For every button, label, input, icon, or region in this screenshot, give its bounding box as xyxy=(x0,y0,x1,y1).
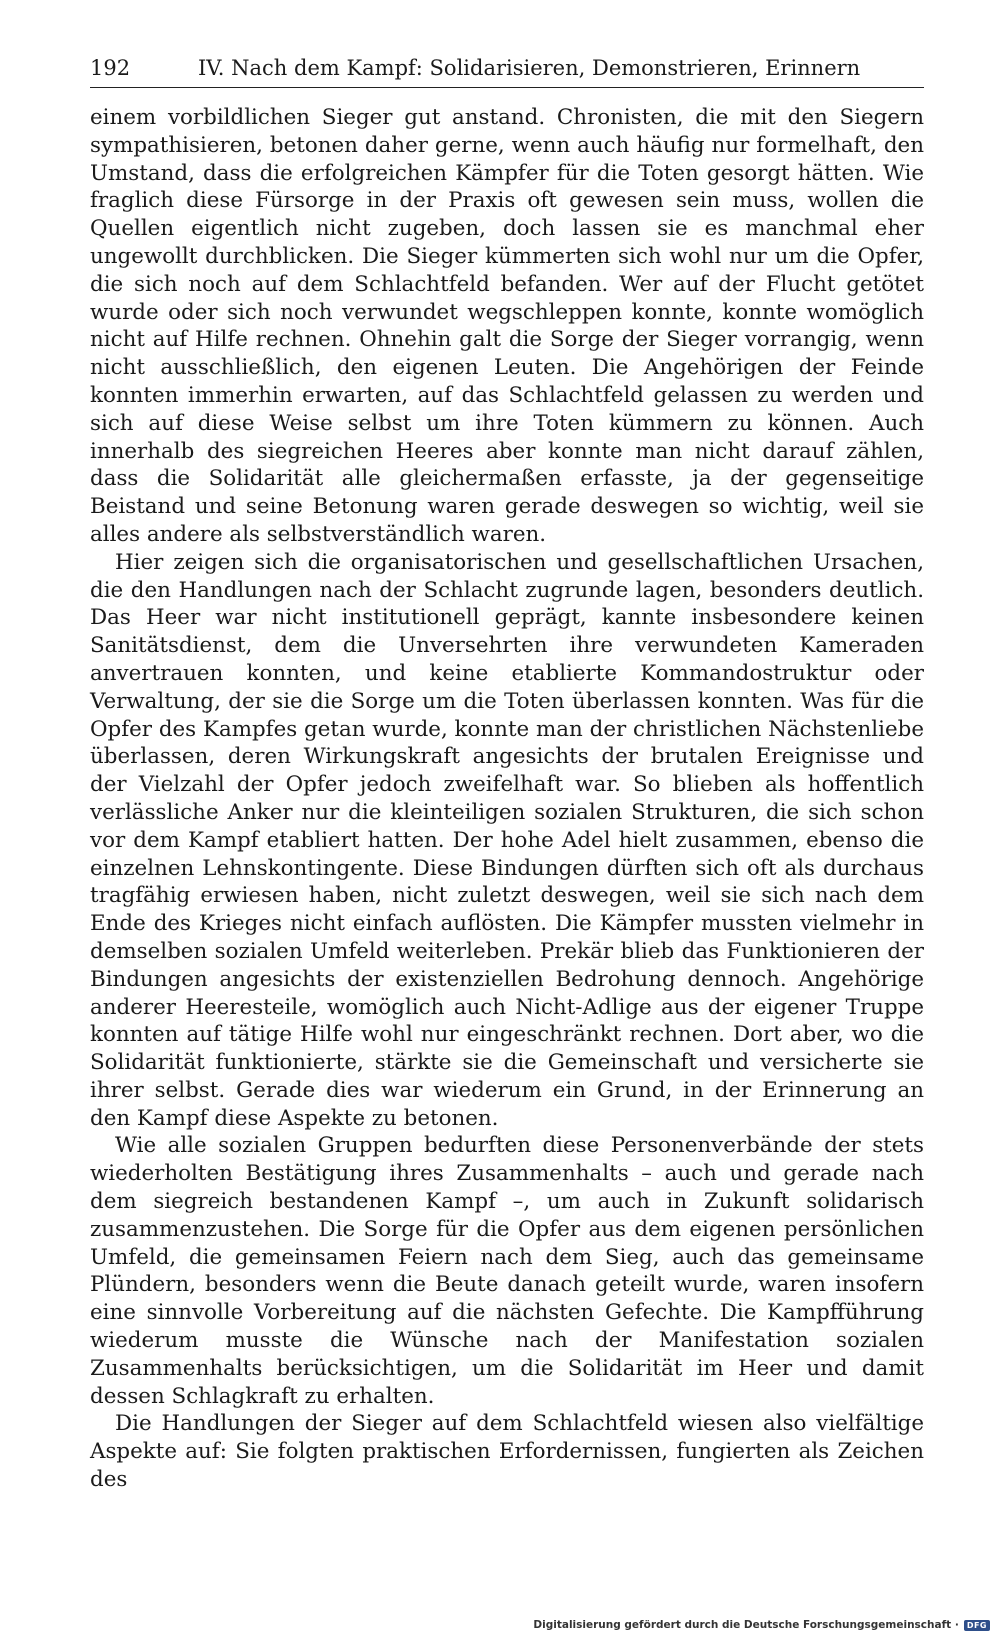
chapter-title: IV. Nach dem Kampf: Solidarisieren, Demonstrieren, Erinnern xyxy=(198,56,861,80)
book-page xyxy=(90,56,924,1494)
dfg-logo-icon: DFG xyxy=(964,1620,990,1631)
paragraph-continued: einem vorbildlichen Sieger gut anstand. Chronisten, die mit den Siegern sympathisieren, betonen daher gerne, wenn auch häufig nur formelhaft, den Umstand, dass die erfolgreichen Kämpfer für die Toten gesorgt hätten. Wie fraglich diese Fürsorge in der Praxis oft gewesen sein muss, wollen die Quellen eigentlich nicht zugeben, doch lassen sie es manchmal eher ungewollt durchblicken. Die Sieger kümmerten sich wohl nur um die Opfer, die sich noch auf dem Schlachtfeld befanden. Wer auf der Flucht getötet wurde oder sich noch verwundet wegschleppen konnte, konnte womöglich nicht auf Hilfe rechnen. Ohnehin galt die Sorge der Sieger vorrangig, wenn nicht ausschließlich, den eigenen Leuten. Die Angehörigen der Feinde konnten immerhin erwarten, auf das Schlachtfeld gelassen zu werden und sich auf diese Weise selbst um ihre Toten kümmern zu können. Auch innerhalb des siegreichen Heeres aber konnte man nicht darauf zählen, dass die Solidarität alle gleichermaßen erfasste, ja der gegenseitige Beistand und seine Betonung waren gerade deswegen so wichtig, weil sie alles andere als selbstverständlich waren. xyxy=(90,105,924,547)
body-text xyxy=(90,104,924,1494)
paragraph: Wie alle sozialen Gruppen bedurften diese Personenverbände der stets wiederholten Bestätigung ihres Zusammenhalts – auch und gerade nach dem siegreich bestandenen Kampf –, um auch in Zukunft solidarisch zusammenzustehen. Die Sorge für die Opfer aus dem eigenen persönlichen Umfeld, die gemeinsamen Feiern nach dem Sieg, auch das gemeinsame Plündern, besonders wenn die Beute danach geteilt wurde, waren insofern eine sinnvolle Vorbereitung auf die nächsten Gefechte. Die Kampfführung wiederum musste die Wünsche nach der Manifestation sozialen Zusammenhalts berücksichtigen, um die Solidarität im Heer und damit dessen Schlagkraft zu erhalten. xyxy=(90,1133,924,1409)
digitization-note: Digitalisierung gefördert durch die Deutsche Forschungsgemeinschaft · xyxy=(533,1619,959,1631)
page-number: 192 xyxy=(90,56,131,80)
running-head xyxy=(90,56,924,88)
paragraph: Hier zeigen sich die organisatorischen und gesellschaftlichen Ursachen, die den Handlungen nach der Schlacht zugrunde lagen, besonders deutlich. Das Heer war nicht institutionell geprägt, kannte insbesondere keinen Sanitätsdienst, dem die Unversehrten ihre verwundeten Kameraden anvertrauen konnten, und keine etablierte Kommandostruktur oder Verwaltung, der sie die Sorge um die Toten überlassen konnten. Was für die Opfer des Kampfes getan wurde, konnte man der christlichen Nächstenliebe überlassen, deren Wirkungskraft angesichts der brutalen Ereignisse und der Vielzahl der Opfer jedoch zweifelhaft war. So blieben als hoffentlich verlässliche Anker nur die kleinteiligen sozialen Strukturen, die sich schon vor dem Kampf etabliert hatten. Der hohe Adel hielt zusammen, ebenso die einzelnen Lehnskontingente. Diese Bindungen dürften sich oft als durchaus tragfähig erwiesen haben, nicht zuletzt deswegen, weil sie sich nach dem Ende des Krieges nicht einfach auflösten. Die Kämpfer mussten vielmehr in demselben sozialen Umfeld weiterleben. Prekär blieb das Funktionieren der Bindungen angesichts der existenziellen Bedrohung dennoch. Angehörige anderer Heeresteile, womöglich auch Nicht-Adlige aus der eigener Truppe konnten auf tätige Hilfe wohl nur eingeschränkt rechnen. Dort aber, wo die Solidarität funktionierte, stärkte sie die Gemeinschaft und versicherte sie ihrer selbst. Gerade dies war wiederum ein Grund, in der Erinnerung an den Kampf diese Aspekte zu betonen. xyxy=(90,549,924,1131)
paragraph: Die Handlungen der Sieger auf dem Schlachtfeld wiesen also vielfältige Aspekte auf: Sie folgten praktischen Erfordernissen, fungierten als Zeichen des xyxy=(90,1411,924,1493)
digitization-footer xyxy=(533,1619,990,1631)
